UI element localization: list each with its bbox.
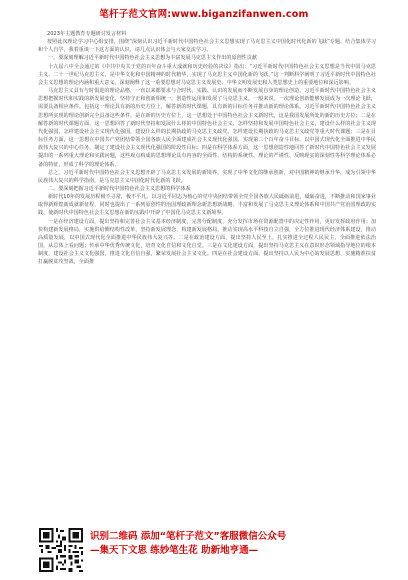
paragraph: 总之，习近平新时代中国特色社会主义思想开辟了马克思主义发展的新境界，实现了中华文化的继承创新，对中国精神的继承升华，成为引领中华民族伟大复兴的科学指南，是马克思主义中国化时代化新的飞跃。 (38, 169, 376, 184)
document-title: 2023年主题教育专题研讨发言材料 (47, 31, 127, 37)
section-heading: 二、要深刻把握习近平新时代中国特色社会主义思想的科学体系 (48, 185, 191, 192)
footer-banner (0, 528, 408, 580)
footer-line-2: —集天下文思 练妙笔生花 助新地亨通— (90, 545, 259, 556)
site-title: 笔杆子范文官网:www.biganzifanwen.com (99, 9, 309, 20)
footer-line-1: 识别二维码 添加“笔杆子范文”客服微信公众号 (90, 531, 287, 542)
paragraph: 马克思主义具有与时俱进的理论品格，一直以来都要求与合时代，实践、认识的发展而不断发展自身的理论创造。习近平新时代中国特色社会主义思想把握时代和实践的新发展变化，坚持守正和创新相统一，创造性运用和发展了马克思主义。一般来说，一次理论创新能够发展成为一次理论飞跃，需要具备相应条件。包括这一理论具有新的历史方位上，解答新的时代课题，具有新的目标任务并推动新的理论体系。习近平新时代中国特色社会主义思想所实现的理论创新完全具备这些条件，是在新的历史方位上，这一思想处于中国特色社会主义新时代，这是我国发展所处的新的历史方位；二是在解答新的时代课题方面，这一思想回答了新时代坚持和发展什么样的中国特色社会主义、怎样坚持和发展中国特色社会主义，建设什么样的社会主义现代化强国、怎样建设社会主义现代化强国，建设什么样的长期执政的马克思主义政党、怎样建设长期执政的马克思主义政党等重大时代课题；三是在目标任务方面，这一思想在中国共产党团结带领全国各族人民全面建成社会主义现代化强国、实现第二个百年奋斗目标，以中国式现代化全面推进中华民族伟大复兴的中心任务，制定了建设社会主义现代化强国的阶段性目标；四是在科学体系方面，这一思想创造性地回答了新时代中国特色社会主义发展提出的一系列重大理论和实践问题，这些观点构成的思想理论具有内容的全面性、结构的系统性、理论的严谨性、反映现实的深刻性等科学理论体系必备的特征，形成了科学的理论体系。 (38, 88, 376, 168)
paragraph: 一是在经济建设方面，提出坚持和完善社会主义基本经济制度，完善分配制度，充分发挥市场在资源配置中的决定性作用，更好发挥政府作用；加快构建新发展格局，实施供给侧结构性改革，坚持新发展理念，构建新发展格局，推动实现高水平科技自立自强，全方位推进现代经济体系建设，推动高质量发展，以中国式现代化全面推进中华民族伟大复兴等。二是在政治建设方面，提出坚持人民至上，扎实推进全过程人民民主，全面推进依法治国，从总体上看问题；传承中华优秀传统文化，培育文化自信和文化自觉。三是在文化建设方面，提出坚持马克思主义在意识形态领域指导地位的根本制度，建设社会主义文化强国，推进文化自信自强，繁荣发展社会主义文化。四是在社会建设方面，提出坚持以人民为中心的发展思想，实施精准扶贫打赢脱贫攻坚战，全面推 (38, 218, 376, 266)
document-body (38, 30, 376, 522)
footer-text (90, 530, 350, 558)
section-heading: 一、要深刻理解习近平新时代中国特色社会主义思想为丰富发展马克思主义作出的原创性贡献 (48, 55, 257, 62)
qr-code-icon[interactable] (39, 528, 83, 572)
document-intro: 按照此次理论学习中心组安排，围绕“深刻认识习近平新时代中国特色社会主义思想实现了马克思主义中国化时代化新的飞跃”专题，结合集体学习和个人自学，我着重谈一下这方面的认识，请几点认识体会与大家交流学习。 (38, 39, 376, 54)
paragraph: 十九届六中全会通过的《中共中央关于党的百年奋斗重大成就和历史经验的决议》指出：“习近平新时代中国特色社会主义思想是当代中国马克思主义、二十一世纪马克思主义，是中华文化和中国精神的时代精华，实现了马克思主义中国化新的飞跃。”这一判断科学阐明了习近平新时代中国特色社会主义思想的理论内涵和重大意义，深刻阐释了这一重要思想对马克思主义发展史、中华文明发展史和人类思想史上的重要地位和深远影响。 (38, 63, 376, 86)
paragraph: 新时代10年的发展历程极不寻常，极不平凡。以习近平同志为核心的党中央团结带领全党全国各族人民砥砺前进，砥砺奋进，不断推动和国家事业取得新辉煌新成就新征程，同时也提出了一系列原创性的治国理政新理念新思想新战略。丰富和发展了马克思主义理论体系和中国共产党治国理政的实践，使新时代中国特色社会主义思想在新的实践中开辟了中国化马克思主义新境界。 (38, 194, 376, 217)
